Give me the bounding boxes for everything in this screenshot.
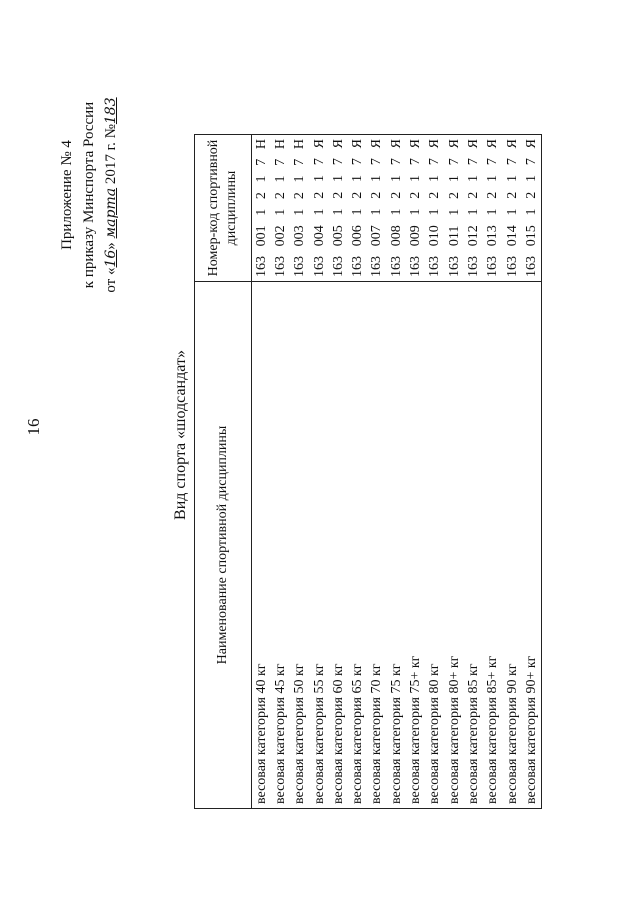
code-segment: 2 [350,191,366,199]
code-segment: 7 [272,158,288,166]
code-segment: 7 [523,158,539,166]
discipline-name: весовая категория 65 кг [348,282,367,809]
discipline-code [252,135,272,282]
code-segment: 2 [369,191,385,199]
code-segments [466,139,482,277]
discipline-name: весовая категория 75 кг [387,282,406,809]
code-segments [485,139,501,277]
code-segment: Я [523,139,539,149]
table-row [291,135,310,809]
header-discipline-code: Номер-код спортивной дисциплины [195,135,252,282]
code-segment: 2 [427,191,443,199]
code-segments [524,139,540,277]
code-segment: 7 [427,158,443,166]
table-row [348,135,367,809]
code-segment: 1 [388,174,404,182]
discipline-name: весовая категория 85+ кг [484,282,503,809]
code-segment: 2 [311,191,327,199]
code-segment: 1 [446,208,462,216]
table-row [406,135,425,809]
code-segment: 1 [465,174,481,182]
code-segments [505,139,521,277]
order-number: 183 [103,97,119,125]
code-segment: 2 [292,192,308,200]
code-segment: 7 [350,158,366,166]
code-segment: 2 [272,192,288,200]
table-row [387,135,406,809]
code-segment: 7 [369,158,385,166]
code-segment: 2 [504,191,520,199]
code-segment: 1 [311,174,327,182]
discipline-name: весовая категория 85 кг [464,282,483,809]
code-segment: 014 [504,225,520,247]
code-segment: 2 [485,191,501,199]
table-row [329,135,348,809]
code-segment: 1 [369,174,385,182]
appendix-title: Приложение № 4 [59,140,75,250]
discipline-code [291,135,310,282]
code-segment: Н [272,139,288,150]
code-segments [254,139,270,277]
discipline-code [368,135,387,282]
code-segment: 007 [369,225,385,247]
code-segment: 1 [272,208,288,216]
code-segment: 2 [446,191,462,199]
code-segments [427,139,443,277]
code-segment: 2 [330,191,346,199]
code-segment: 1 [504,208,520,216]
code-segment: 1 [253,208,269,216]
discipline-code [522,135,542,282]
code-segment: 2 [465,191,481,199]
code-segment: 163 [253,256,269,277]
discipline-code [503,135,522,282]
code-segment: Я [311,139,327,149]
discipline-code [406,135,425,282]
code-segment: 1 [523,174,539,182]
code-segment: Я [427,139,443,149]
code-segment: 1 [350,208,366,216]
code-segment: 004 [311,225,327,247]
code-segment: 163 [369,256,385,277]
code-segments [331,139,347,277]
date-year: 2017 г. № [103,124,119,185]
code-segment: 1 [253,175,269,183]
code-segments [369,139,385,277]
code-segment: 163 [311,256,327,277]
code-segment: 2 [523,191,539,199]
code-segment: 163 [272,256,288,277]
table-row [252,135,272,809]
discipline-code [329,135,348,282]
table-row [503,135,522,809]
code-segment: 7 [465,158,481,166]
code-segment: 7 [253,158,269,166]
code-segment: 163 [427,256,443,277]
code-segments [408,139,424,277]
code-segment: Я [369,139,385,149]
code-segment: 001 [253,225,269,247]
code-segment: 2 [388,191,404,199]
discipline-code [484,135,503,282]
code-segment: Я [350,139,366,149]
page-number: 16 [24,418,43,436]
code-segments [350,139,366,277]
code-segment: 1 [292,175,308,183]
code-segment: 008 [388,225,404,247]
code-segment: 7 [485,158,501,166]
discipline-name: весовая категория 75+ кг [406,282,425,809]
appendix-date-line [100,45,122,345]
code-segment: 7 [388,158,404,166]
code-segment: 163 [292,256,308,277]
code-segment: 7 [311,158,327,166]
code-segment: Я [388,139,404,149]
code-segment: 015 [523,225,539,247]
code-segment: 010 [427,225,443,247]
code-segment: 163 [388,256,404,277]
code-segment: 003 [292,225,308,247]
discipline-code [426,135,445,282]
code-segment: 1 [311,208,327,216]
discipline-name: весовая категория 90+ кг [522,282,542,809]
code-segment: 009 [408,225,424,247]
table-header-row [195,135,252,809]
code-segments [389,139,405,277]
discipline-code [464,135,483,282]
code-segments [273,139,289,277]
date-mid: » [103,242,119,250]
discipline-name: весовая категория 60 кг [329,282,348,809]
table-row [426,135,445,809]
discipline-code [348,135,367,282]
code-segment: 163 [408,256,424,277]
code-segment: 1 [330,208,346,216]
table-row [484,135,503,809]
code-segment: Я [504,139,520,149]
sport-title: Вид спорта «шодсандат» [172,350,189,520]
table-row [310,135,329,809]
code-segment: 7 [446,158,462,166]
code-segment: 1 [465,208,481,216]
table-body [252,135,542,809]
code-segment: 011 [446,225,462,247]
code-segment: 7 [292,158,308,166]
code-segment: Н [253,139,269,150]
date-month: марта [103,187,119,239]
code-segment: Н [292,139,308,150]
discipline-name: весовая категория 40 кг [252,282,272,809]
code-segment: 2 [408,191,424,199]
table-row [368,135,387,809]
discipline-name: весовая категория 80+ кг [445,282,464,809]
discipline-code [310,135,329,282]
code-segment: Я [408,139,424,149]
code-segment: Я [465,139,481,149]
date-prefix: от « [103,267,119,293]
discipline-name: весовая категория 70 кг [368,282,387,809]
table-row [522,135,542,809]
code-segment: 006 [350,225,366,247]
discipline-name: весовая категория 55 кг [310,282,329,809]
code-segment: 163 [330,256,346,277]
code-segment: 1 [408,208,424,216]
code-segment: 163 [465,256,481,277]
code-segment: 1 [427,174,443,182]
discipline-code [271,135,290,282]
discipline-name: весовая категория 50 кг [291,282,310,809]
code-segment: 005 [330,225,346,247]
table-row [464,135,483,809]
code-segment: 1 [369,208,385,216]
code-segments [447,139,463,277]
code-segment: 7 [504,158,520,166]
appendix-order-ref: к приказу Минспорта России [81,101,97,289]
discipline-name: весовая категория 45 кг [271,282,290,809]
table-row [445,135,464,809]
code-segment: 163 [523,256,539,277]
code-segment: 1 [408,174,424,182]
code-segment: 1 [485,208,501,216]
code-segment: 002 [272,225,288,247]
code-segment: 1 [446,175,462,183]
code-segment: 7 [330,158,346,166]
code-segment: 012 [465,225,481,247]
code-segment: 1 [292,208,308,216]
code-segment: Я [485,139,501,149]
code-segment: 1 [427,208,443,216]
code-segment: 163 [350,256,366,277]
code-segment: 1 [330,174,346,182]
code-segment: 163 [446,256,462,277]
discipline-name: весовая категория 80 кг [426,282,445,809]
discipline-name: весовая категория 90 кг [503,282,522,809]
code-segment: 1 [504,174,520,182]
code-segment: Я [446,139,462,149]
code-segment: 1 [523,208,539,216]
code-segment: 1 [388,208,404,216]
discipline-code [445,135,464,282]
code-segment: 7 [408,158,424,166]
code-segments [312,139,328,277]
code-segment: 013 [485,225,501,247]
code-segment: Я [330,139,346,149]
code-segment: 1 [485,174,501,182]
appendix-header [56,45,122,345]
code-segments [292,139,308,277]
discipline-code [387,135,406,282]
code-segment: 2 [253,192,269,200]
code-segment: 163 [504,256,520,277]
table-row [271,135,290,809]
header-discipline-name: Наименование спортивной дисциплины [195,282,252,809]
code-segment: 163 [485,256,501,277]
code-segment: 1 [272,175,288,183]
disciplines-table [194,134,542,809]
code-segment: 1 [350,174,366,182]
date-day: 16 [103,249,119,268]
